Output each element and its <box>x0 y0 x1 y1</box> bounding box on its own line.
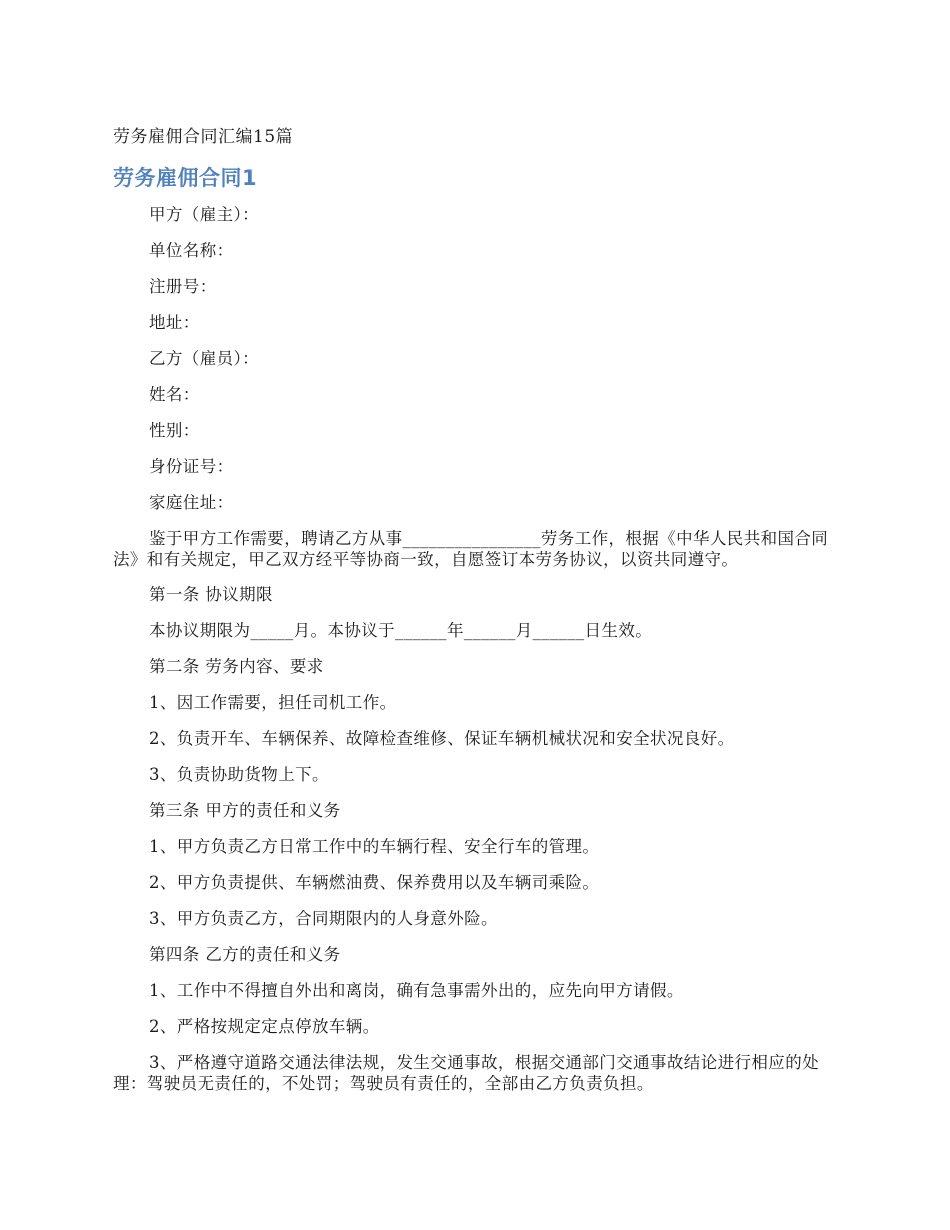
address-label: 地址： <box>149 313 200 332</box>
name-label: 姓名： <box>149 385 200 404</box>
document-title: 劳务雇佣合同汇编15篇 <box>113 127 294 147</box>
article-1-heading: 第一条 协议期限 <box>149 585 273 604</box>
company-name-label: 单位名称： <box>149 241 234 260</box>
gender-label: 性别： <box>149 421 200 440</box>
party-b-label: 乙方（雇员）： <box>149 349 260 368</box>
article-1-term: 本协议期限为_____月。本协议于______年______月______日生效。 <box>149 621 653 640</box>
article-4-heading: 第四条 乙方的责任和义务 <box>149 945 341 964</box>
registration-number-label: 注册号： <box>149 277 217 296</box>
document-body <box>113 204 836 1108</box>
party-a-label: 甲方（雇主）： <box>149 205 260 224</box>
article-2-item-1: 1、因工作需要，担任司机工作。 <box>149 693 397 712</box>
article-2-item-2: 2、负责开车、车辆保养、故障检查维修、保证车辆机械状况和安全状况良好。 <box>149 729 735 748</box>
article-4-item-1: 1、工作中不得擅自外出和离岗，确有急事需外出的，应先向甲方请假。 <box>149 981 684 1000</box>
section-heading: 劳务雇佣合同1 <box>113 166 258 190</box>
article-3-item-1: 1、甲方负责乙方日常工作中的车辆行程、安全行车的管理。 <box>149 837 600 856</box>
article-3-heading: 第三条 甲方的责任和义务 <box>149 801 341 820</box>
home-address-label: 家庭住址： <box>149 493 234 512</box>
article-3-item-3: 3、甲方负责乙方，合同期限内的人身意外险。 <box>149 909 498 928</box>
id-number-label: 身份证号： <box>149 457 234 476</box>
article-4-item-3: 3、严格遵守道路交通法律法规，发生交通事故，根据交通部门交通事故结论进行相应的处理：驾驶员无责任的，不处罚；驾驶员有责任的，全部由乙方负责负担。 <box>113 1053 819 1093</box>
article-2-heading: 第二条 劳务内容、要求 <box>149 657 324 676</box>
preamble-paragraph: 鉴于甲方工作需要，聘请乙方从事________________劳务工作，根据《中华人民共和国合同法》和有关规定，甲乙双方经平等协商一致，自愿签订本劳务协议，以资共同遵守。 <box>113 529 829 569</box>
article-2-item-3: 3、负责协助货物上下。 <box>149 765 329 784</box>
article-3-item-2: 2、甲方负责提供、车辆燃油费、保养费用以及车辆司乘险。 <box>149 873 600 892</box>
article-4-item-2: 2、严格按规定定点停放车辆。 <box>149 1017 380 1036</box>
